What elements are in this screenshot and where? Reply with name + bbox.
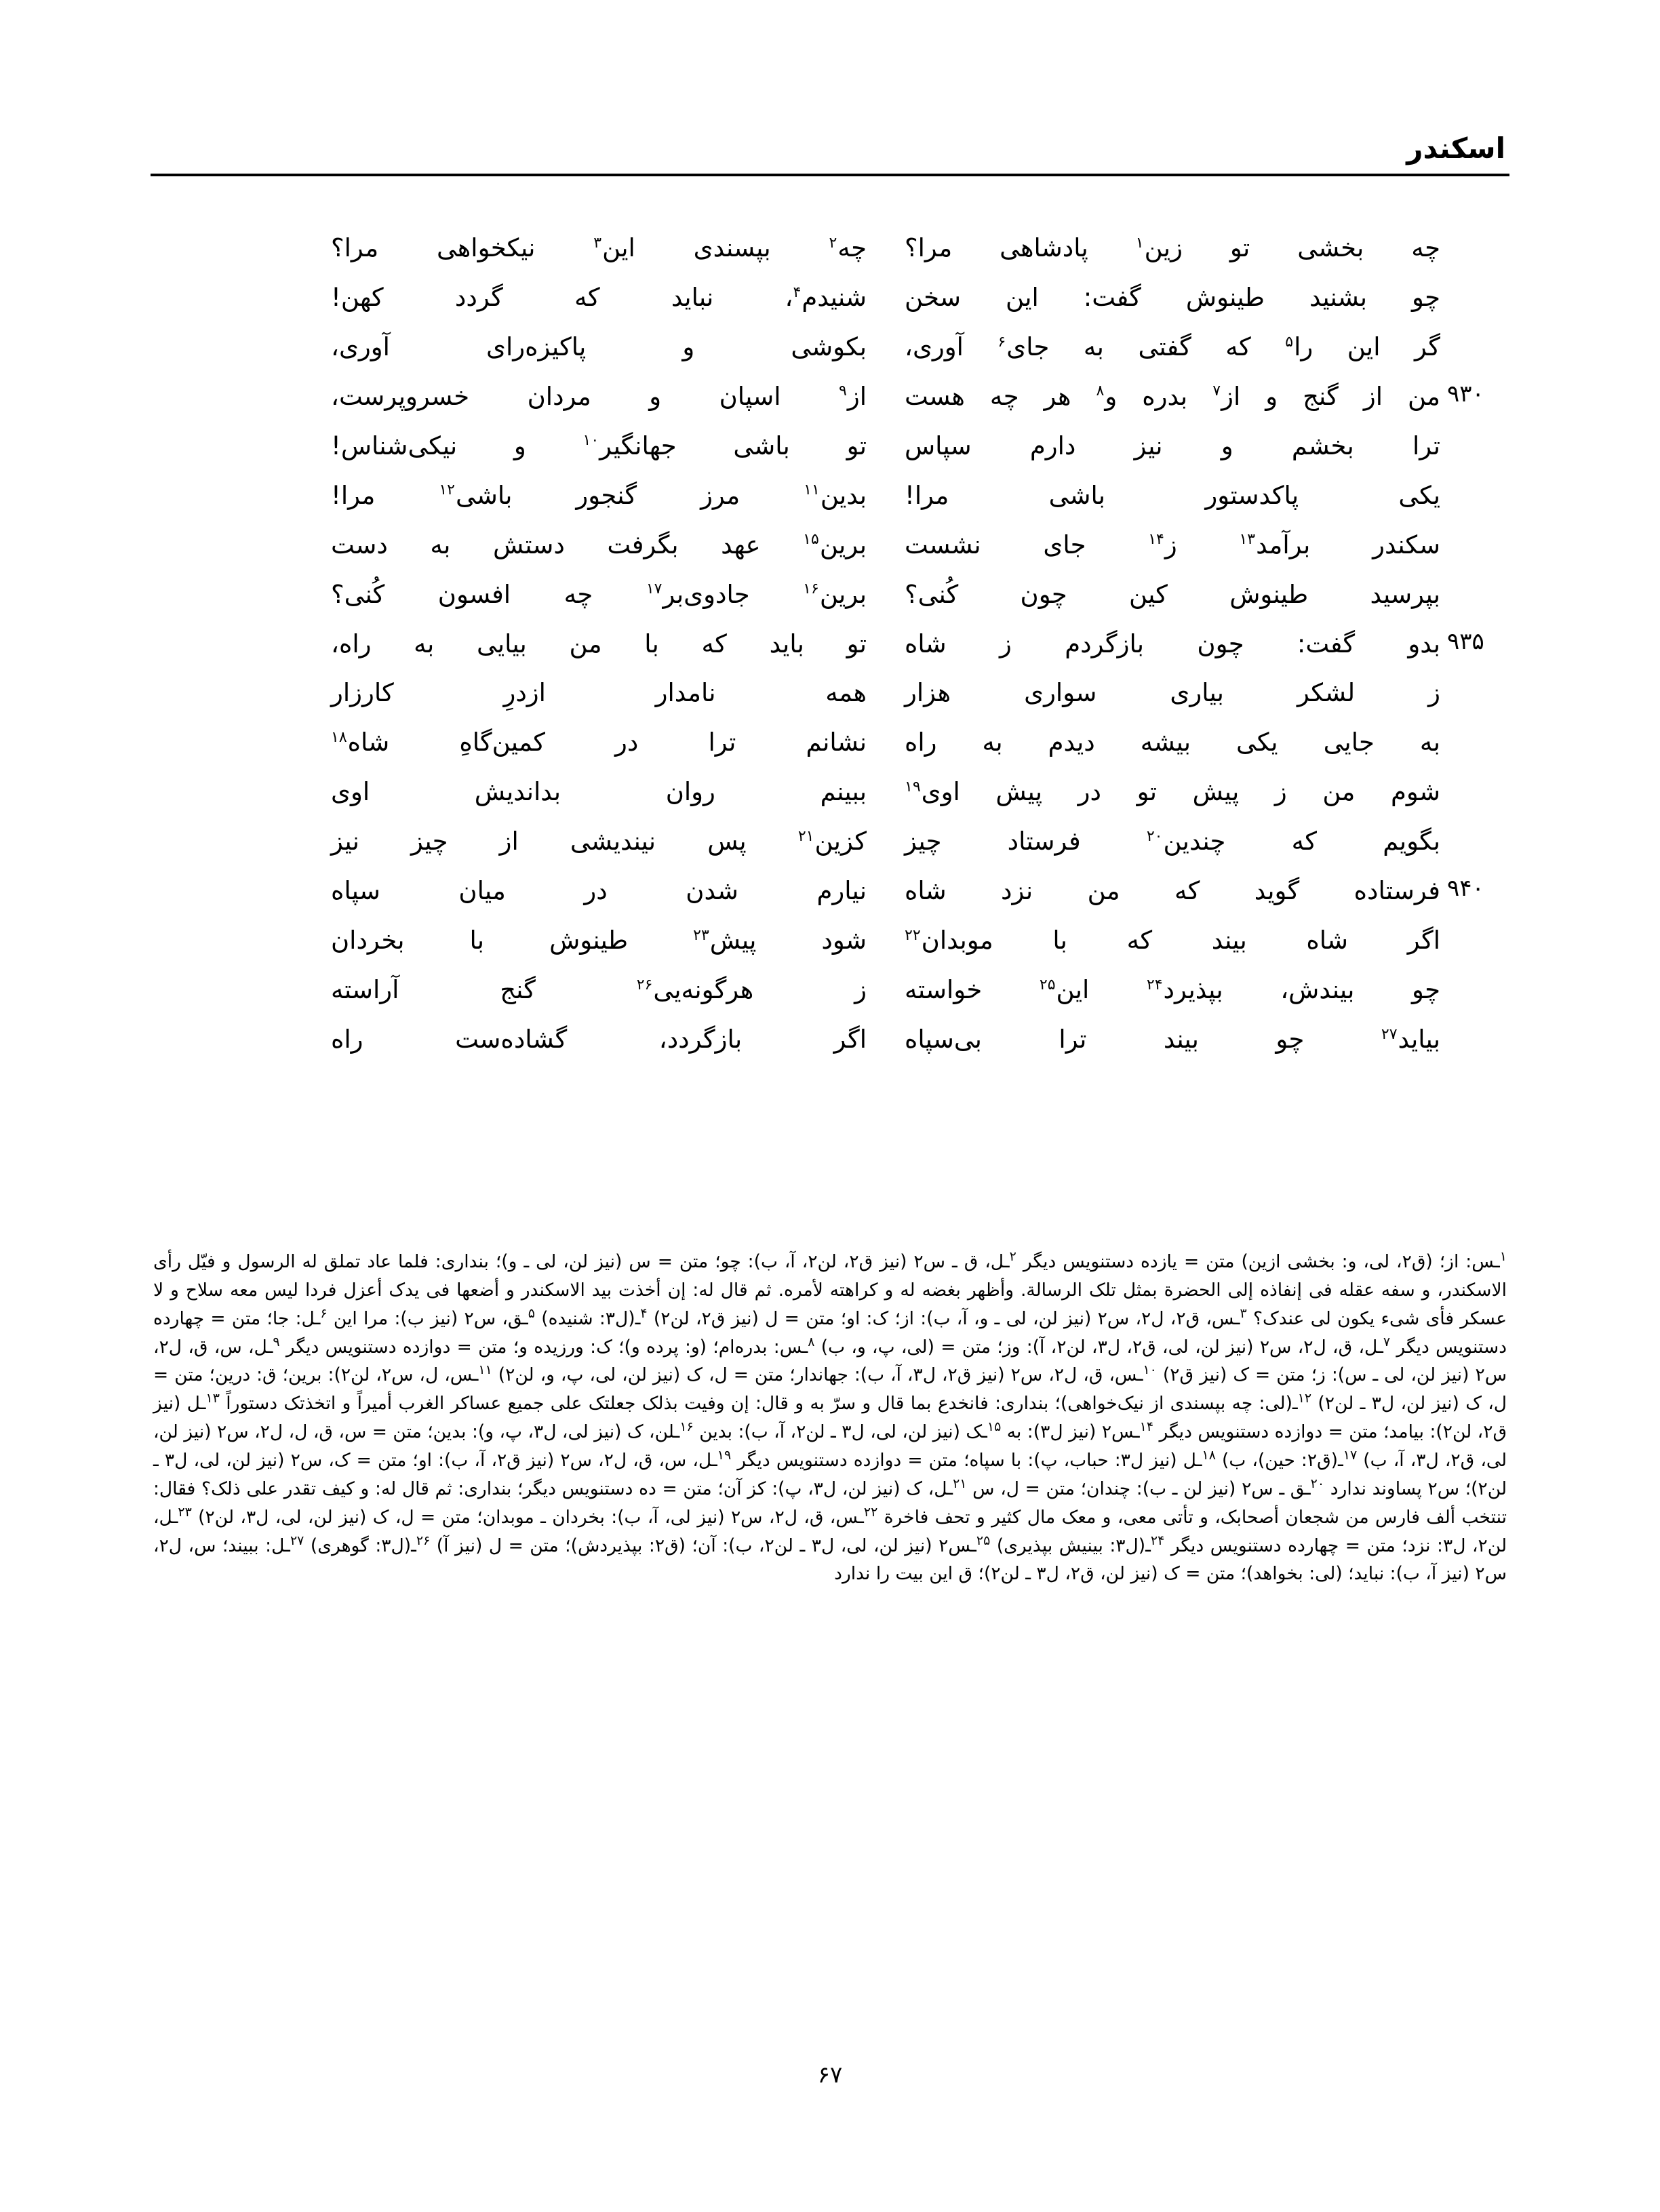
hemistich-left: تو باشی جهانگیر$^{۱۰}$ و نیکی‌شناس!	[331, 431, 867, 460]
hemistich-right: به جایی یکی بیشه دیدم به راه	[905, 728, 1440, 757]
critical-apparatus	[153, 1248, 1507, 1588]
verse-number	[1440, 1016, 1509, 1023]
hemistich-right: بیاید$^{۲۷}$ چو بیند ترا بی‌سپاه	[905, 1025, 1440, 1054]
hemistich-left: تو باید که با من بیایی به راه،	[331, 629, 867, 658]
verse-row	[151, 572, 1509, 615]
verse-number	[1440, 473, 1509, 479]
hemistich-right: فرستاده گوید که من نزد شاه	[905, 876, 1440, 906]
hemistich-left: همه نامدار ازدرِ کارزار	[331, 678, 867, 708]
verse-row	[151, 473, 1509, 516]
hemistich-right: بگویم که چندین$^{۲۰}$ فرستاد چیز	[905, 827, 1440, 856]
verse-number	[1440, 769, 1509, 776]
verse-number	[1440, 818, 1509, 825]
verse-number	[1440, 324, 1509, 331]
hemistich-left: چه$^۲$ بپسندی این$^۳$ نیکخواهی مرا؟	[331, 233, 867, 262]
hemistich-left: بکوشی و پاکیزه‌رای آوری،	[331, 332, 867, 361]
verse-number	[1440, 423, 1509, 430]
hemistich-left: نشانم ترا در کمین‌گاهِ شاه$^{۱۸}$	[331, 728, 867, 757]
verse-row	[151, 324, 1509, 368]
verse-block	[151, 225, 1509, 1066]
hemistich-right: چه بخشی تو زین$^۱$ پادشاهی مرا؟	[905, 233, 1441, 262]
verse-number	[1440, 917, 1509, 924]
running-head: اسکندر	[1406, 132, 1505, 165]
verse-number	[1440, 670, 1509, 677]
hemistich-left: کزین$^{۲۱}$ پس نیندیشی از چیز نیز	[331, 827, 867, 856]
verse-row	[151, 1016, 1509, 1060]
verse-row	[151, 374, 1509, 417]
hemistich-right: شوم من ز پیش تو در پیش اوی$^{۱۹}$	[905, 777, 1440, 807]
page-header	[151, 133, 1509, 176]
verse-number	[1440, 275, 1509, 281]
verse-number: ۹۴۰	[1447, 875, 1484, 903]
hemistich-left: برین$^{۱۵}$ عهد بگرفت دستش به دست	[331, 530, 867, 559]
verse-row	[151, 818, 1509, 862]
verse-row	[151, 769, 1509, 812]
hemistich-left: بدین$^{۱۱}$ مرز گنجور باشی$^{۱۲}$ مرا!	[331, 480, 867, 510]
verse-row	[151, 868, 1509, 911]
hemistich-right: سکندر برآمد$^{۱۳}$ ز$^{۱۴}$ جای نشست	[905, 530, 1440, 559]
hemistich-right: چو بشنید طینوش گفت: این سخن	[905, 282, 1440, 312]
hemistich-right: یکی پاکدستور باشی مرا!	[905, 480, 1440, 510]
verse-number	[1440, 572, 1509, 578]
hemistich-left: ز هرگونه‌یی$^{۲۶}$ گنج آراسته	[331, 975, 867, 1005]
verse-number	[1440, 967, 1509, 974]
verse-row	[151, 423, 1509, 467]
verse-number	[1440, 522, 1509, 529]
verse-row	[151, 917, 1509, 961]
hemistich-left: اگر بازگردد، گشاده‌ست راه	[331, 1025, 867, 1054]
hemistich-right: ز لشکر بیاری سواری هزار	[905, 678, 1440, 708]
header-rule	[151, 174, 1509, 176]
page-number: ۶۷	[817, 2061, 843, 2089]
verse-row	[151, 225, 1509, 269]
verse-row	[151, 621, 1509, 665]
hemistich-right: من از گنج و از$^۷$ بدره و$^۸$ هر چه هست	[905, 381, 1440, 411]
hemistich-right: گر این را$^۵$ که گفتی به جای$^۶$ آوری،	[905, 332, 1441, 361]
verse-number	[1440, 225, 1509, 232]
hemistich-left: ببینم روان بداندیش اوی	[331, 777, 867, 807]
apparatus-text: $^۱$ـس: از؛ (ق۲، لی، و: بخشی ازین) متن = یازده دستنویس دیگر $^۲$ـل، ق ـ س۲ (نیز ق۲، لن۲، آ، ب): چو؛ متن = س (نیز لن، لی ـ و)؛ بنداری: فلما عاد تملق له الرسول و فیّل رأی الاسکندر، و سفه عقله فی إنفاذه إلی الحضرة بمثل تلک الرسالة. وأظهر بغضه له و کراهته لأمره. ثم قال له: إن أخذت بید الاسکندر و أضعها فی یدک أعزل فردا لیس معه سلاح و لا عسکر فأی شیء یکون لی عندک؟ $^۳$ـس، ق۲، ل۲، س۲ (نیز لن، لی ـ و، آ، ب): از؛ ک: او؛ متن = ل (نیز ق۲، لن۲) $^۴$ـ(ل۳: شنیده) $^۵$ـق، س۲ (نیز ب): مرا این $^۶$ـل: جا؛ متن = چهارده دستنویس دیگر $^۷$ـل، ق، ل۲، س۲ (نیز لن، لی، ق۲، ل۳، لن۲، آ): وز؛ متن = (لی، پ، و، ب) $^۸$ـس: بدره‌ام؛ (و: پرده و)؛ ک: ورزیده و؛ متن = دوازده دستنویس دیگر $^۹$ـل، س، ق، ل۲، س۲ (نیز لن، لی ـ س): ز؛ متن = ک (نیز ق۲) $^{۱۰}$ـس، ق، ل۲، س۲ (نیز ق۲، ل۳، آ، ب): جهاندار؛ متن = ل، ک (نیز لن، لی، پ، و، لن۲) $^{۱۱}$ـس، ل، س۲، لن۲): برین؛ ق: درین؛ متن = ل، ک (نیز لن، ل۳ ـ لن۲) $^{۱۲}$ـ(لی: چه بپسندی از نیک‌خواهی)؛ بنداری: فانخدع بما قال و سرّ به و قال: إن وفیت بذلک جعلتک علی جمیع عساکر الغرب أمیراً و اتخذتک دستوراً $^{۱۳}$ـل (نیز ق۲، لن۲): بیامد؛ متن = دوازده دستنویس دیگر $^{۱۴}$ـس۲ (نیز ل۳): به $^{۱۵}$ـک (نیز لن، لی، ل۳ ـ لن۲، آ، ب): بدین $^{۱۶}$ـلن، ک (نیز لی، ل۳، پ، و): بدین؛ متن = س، ق، ل، ل۲، س۲ (نیز لن، لی، ق۲، ل۳، آ، ب) $^{۱۷}$ـ(ق۲: حین)، ب) $^{۱۸}$ـل (نیز ل۳: حباب، پ): با سپاه؛ متن = دوازده دستنویس دیگر $^{۱۹}$ـل، س، ق، ل۲، س۲ (نیز ق۲، آ، ب): او؛ متن = ک، س۲ (نیز لن، لی، ل۳ ـ لن۲)؛ س۲ پساوند ندارد $^{۲۰}$ـق ـ س۲ (نیز لن ـ ب): چندان؛ متن = ل، س $^{۲۱}$ـل، ک (نیز لن، ل۳، پ): کز آن؛ متن = ده دستنویس دیگر؛ بنداری: ثم قال له: و کیف تقدر علی ذلک؟ فقال: تنتخب ألف فارس من شجعان أصحابک، و تأتی معی، و معک مال کثیر و تحف فاخرة $^{۲۲}$ـس، ق، ل۲، س۲ (نیز لی، آ، ب): بخردان ـ موبدان؛ متن = ل، ک (نیز لن، لی، ل۳، لن۲) $^{۲۳}$ـل، لن۲، ل۳: نزد؛ متن = چهارده دستنویس دیگر $^{۲۴}$ـ(ل۳: بینیش بپذیری) $^{۲۵}$ـس۲ (نیز لن، لی، ل۳ ـ لن۲، ب): آن؛ (ق۲: بپذیردش)؛ متن = ل (نیز آ) $^{۲۶}$ـ(ل۳: گوهری) $^{۲۷}$ـل: ببیند؛ س، ل۲، س۲ (نیز آ، ب): نباید؛ (لی: بخواهد)؛ متن = ک (نیز لن، ق۲، ل۳ ـ لن۲)؛ ق این بیت را ندارد	[153, 1249, 1507, 1585]
hemistich-left: از$^۹$ اسپان و مردان خسروپرست،	[331, 381, 867, 411]
hemistich-right: بدو گفت: چون بازگردم ز شاه	[905, 629, 1440, 658]
verse-row	[151, 967, 1509, 1010]
hemistich-left: برین$^{۱۶}$ جادوی‌بر$^{۱۷}$ چه افسون کُنی؟	[331, 579, 867, 609]
hemistich-left: شود پیش$^{۲۳}$ طینوش با بخردان	[331, 926, 867, 955]
verse-row	[151, 275, 1509, 318]
verse-number: ۹۳۵	[1447, 627, 1484, 655]
verse-row	[151, 719, 1509, 763]
verse-number: ۹۳۰	[1447, 380, 1484, 408]
hemistich-right: اگر شاه بیند که با موبدان$^{۲۲}$	[905, 926, 1440, 955]
hemistich-right: ترا بخشم و نیز دارم سپاس	[905, 431, 1440, 460]
hemistich-right: بپرسید طینوش کین چون کُنی؟	[905, 579, 1440, 609]
verse-row	[151, 670, 1509, 713]
hemistich-left: نیارم شدن در میان سپاه	[331, 876, 867, 906]
verse-number	[1440, 719, 1509, 726]
hemistich-right: چو بیندش، بپذیرد$^{۲۴}$ این$^{۲۵}$ خواسته	[905, 975, 1440, 1005]
verse-row	[151, 522, 1509, 566]
hemistich-left: شنیدم$^۴$، نباید که گردد کهن!	[331, 282, 867, 312]
